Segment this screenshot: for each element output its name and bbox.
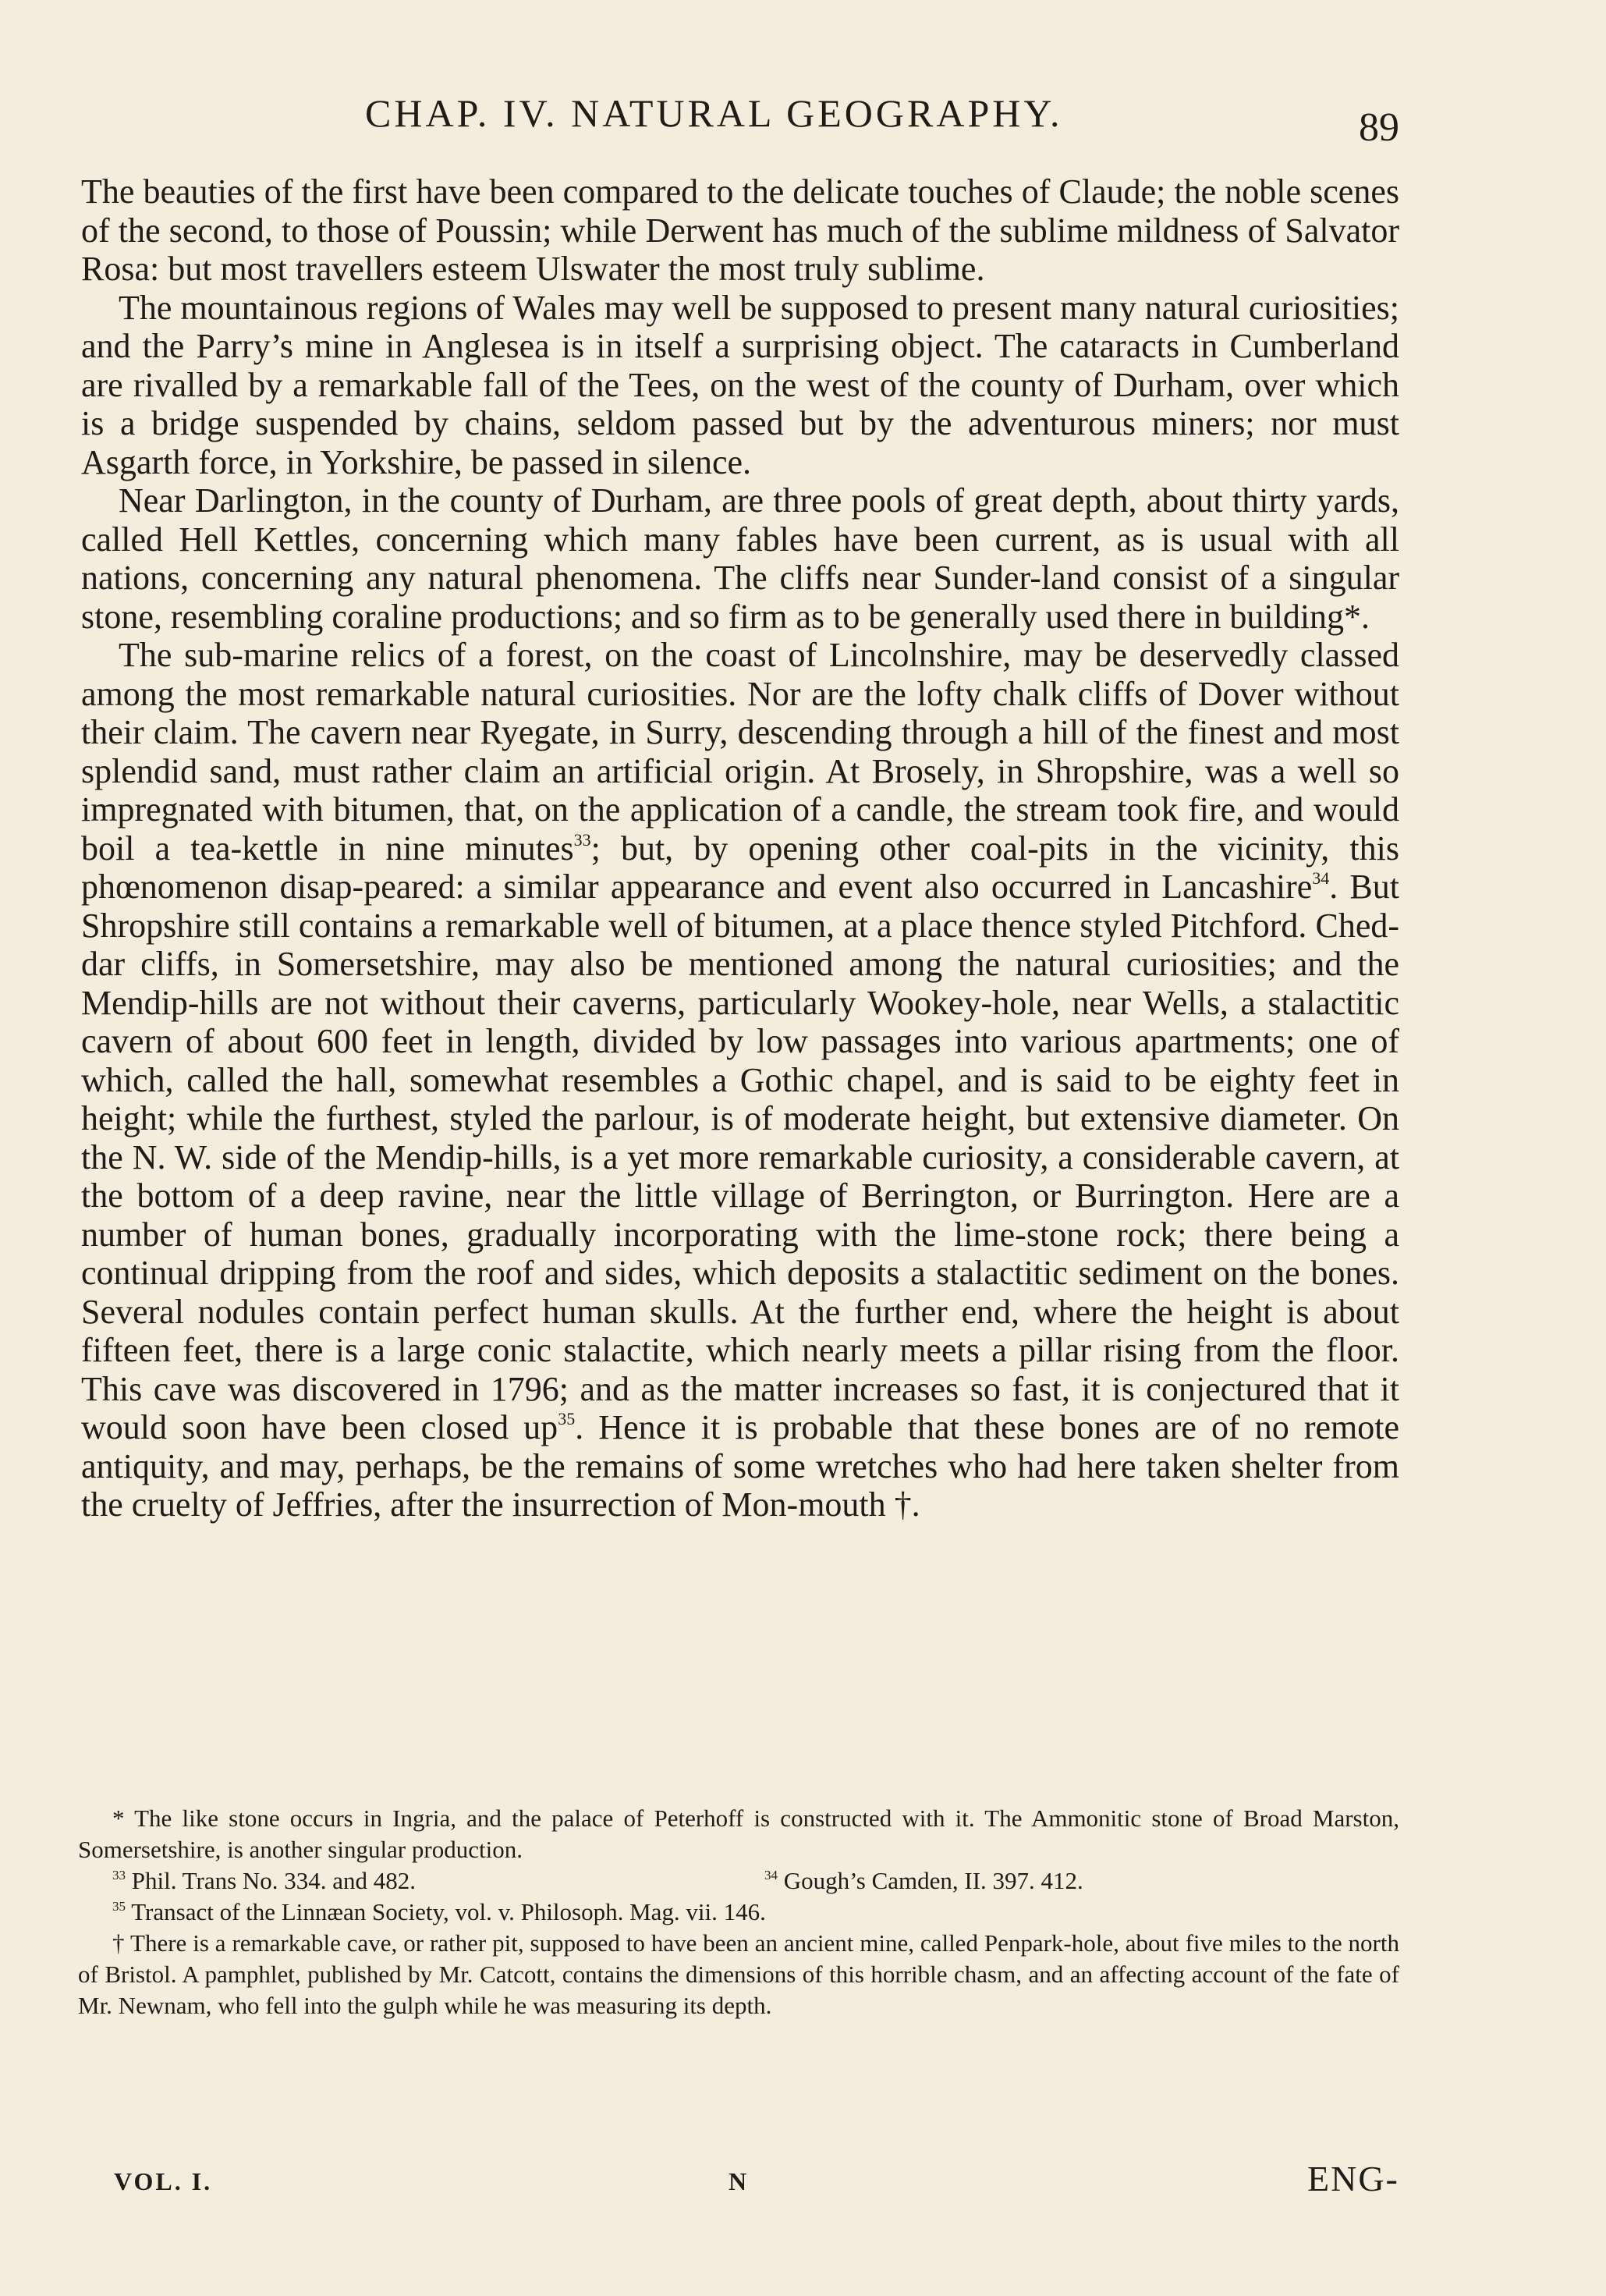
catchword: ENG-: [1307, 2159, 1399, 2198]
footnote-ref-35: 35: [558, 1409, 576, 1428]
running-title: CHAP. IV. NATURAL GEOGRAPHY.: [365, 91, 1063, 135]
paragraph-4-part-b: ; but, by opening other coal-pits in the vicinity, this phœnomenon disap-peared: a similar appearance and event also occurred in Lancashire: [81, 829, 1399, 906]
footnote-refs-row: [78, 1865, 1399, 1897]
footnote-dagger: † There is a remarkable cave, or rather pit, supposed to have been an ancient mine, called Penpark-hole, about five miles to the north of Bristol. A pamphlet, published by Mr. Catcott, contains the dimensions of this horrible chasm, and an affecting account of the fate of Mr. Newnam, who fell into the gulph while he was measuring its depth.: [78, 1929, 1399, 2019]
footnote-ref-33: 33: [573, 829, 591, 850]
page-footer: [0, 2158, 1606, 2205]
footnotes: [78, 1803, 1399, 2021]
paragraph-2: The mountainous regions of Wales may well be supposed to present many natural curiosities; and the Parry’s mine in Anglesea is in itself a surprising object. The cataracts in Cumberland are rivalled by a remarkable fall of the Tees, on the west of the county of Durham, over which is a bridge suspended by chains, seldom passed but by the adventurous miners; nor must Asgarth force, in Yorkshire, be passed in silence.: [81, 288, 1399, 481]
paragraph-3: Near Darlington, in the county of Durham, are three pools of great depth, about thirty yards, called Hell Kettles, concerning which many fables have been current, as is usual with all nations, concerning any natural phenomena. The cliffs near Sunder-land consist of a singular stone, resembling coraline productions; and so firm as to be generally used there in building*.: [81, 481, 1399, 636]
paragraph-4-part-c: . But Shropshire still contains a remarkable well of bitumen, at a place thence styled Pitchford. Ched-dar cliffs, in Somersetshire, may also be mentioned among the natural curiosities; and the Mendip-hills are not without their caverns, particularly Wookey-hole, near Wells, a stalactitic cavern of about 600 feet in length, divided by low passages into various apartments; one of which, called the hall, somewhat resembles a Gothic chapel, and is said to be eighty feet in height; while the furthest, styled the parlour, is of moderate height, but extensive diameter. On the N. W. side of the Mendip-hills, is a yet more remarkable curiosity, a considerable cavern, at the bottom of a deep ravine, near the little village of Berrington, or Burrington. Here are a number of human bones, gradually incorporating with the lime-stone rock; there being a continual dripping from the roof and sides, which deposits a stalactitic sediment on the bones. Several nodules contain perfect human skulls. At the further end, where the height is about fifteen feet, there is a large conic stalactite, which nearly meets a pillar rising from the floor. This cave was discovered in 1796; and as the matter increases so fast, it is conjectured that it would soon have been closed up: [81, 868, 1399, 1446]
footnote-33: [112, 1865, 416, 1897]
footnote-35-text: Transact of the Linnæan Society, vol. v. Philosoph. Mag. vii. 146.: [131, 1898, 766, 1925]
paragraph-4-part-a: The sub-marine relics of a forest, on the coast of Lincolnshire, may be deservedly classed among the most remarkable natural curiosities. Nor are the lofty chalk cliffs of Dover without their claim. The cavern near Ryegate, in Surry, descending through a hill of the finest and most splendid sand, must rather claim an artificial origin. At Brosely, in Shropshire, was a well so impregnated with bitumen, that, on the application of a candle, the stream took fire, and would boil a tea-kettle in nine minutes: [81, 636, 1399, 868]
paragraph-1: The beauties of the first have been compared to the delicate touches of Claude; the noble scenes of the second, to those of Poussin; while Derwent has much of the sublime mildness of Salvator Rosa: but most travellers esteem Ulswater the most truly sublime.: [81, 172, 1399, 288]
footnote-star: * The like stone occurs in Ingria, and the palace of Peterhoff is constructed with it. The Ammonitic stone of Broad Marston, Somersetshire, is another singular production.: [78, 1805, 1399, 1863]
running-header: [81, 90, 1399, 153]
paragraph-4-part-d: . Hence it is probable that these bones are of no remote antiquity, and may, perhaps, be the remains of some wretches who had here taken shelter from the cruelty of Jeffries, after the insurrection of Mon-mouth †.: [81, 1408, 1400, 1524]
paragraph-4: [81, 636, 1399, 1524]
footnote-ref-34: 34: [1312, 868, 1330, 888]
footnote-34-mark: 34: [764, 1868, 778, 1883]
main-text: [81, 172, 1399, 1524]
footnote-35: [78, 1897, 1399, 1928]
footnote-35-mark: 35: [112, 1899, 126, 1914]
footnote-34: [764, 1865, 1083, 1897]
volume-label: VOL. I.: [114, 2167, 213, 2195]
footnote-34-text: Gough’s Camden, II. 397. 412.: [783, 1867, 1083, 1894]
footnote-33-text: Phil. Trans No. 334. and 482.: [131, 1867, 417, 1894]
footnote-33-mark: 33: [112, 1868, 126, 1883]
signature-mark: N: [729, 2167, 747, 2195]
page-number: 89: [1359, 105, 1399, 150]
